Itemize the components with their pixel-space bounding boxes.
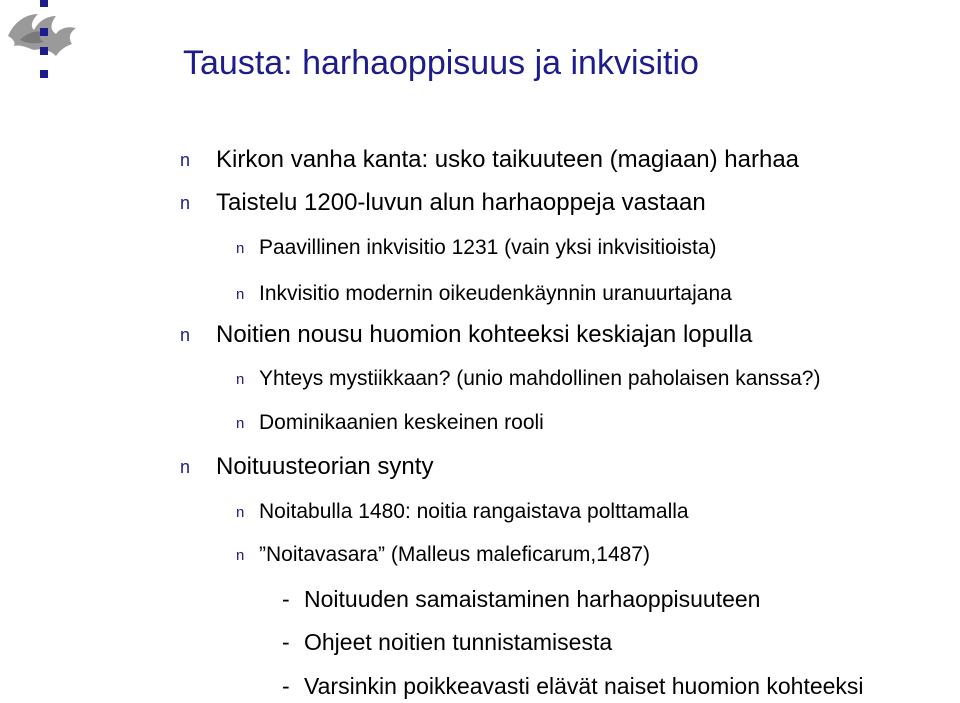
bullet-marker: n [180,457,191,477]
bullet-text: Taistelu 1200-luvun alun harhaoppeja vastaan [216,189,706,216]
bullet-marker: n [180,325,191,345]
bullet-text: Noitien nousu huomion kohteeksi keskiajan lopulla [216,321,753,348]
university-logo-icon [0,0,90,80]
bullet-text: ”Noitavasara” (Malleus maleficarum,1487) [259,543,650,566]
bullet-text: Paavillinen inkvisitio 1231 (vain yksi inkvisitioista) [259,236,717,259]
bullet-text: Kirkon vanha kanta: usko taikuuteen (magiaan) harhaa [216,146,800,173]
bullet-marker: n [236,547,245,564]
bullet-text: Yhteys mystiikkaan? (unio mahdollinen paholaisen kanssa?) [259,367,821,390]
bullet-text: Noituuden samaistaminen harhaoppisuuteen [304,586,761,612]
dash-marker: - [282,629,290,655]
bullet-marker: n [236,240,245,257]
slide-title: Tausta: harhaoppisuus ja inkvisitio [183,44,699,82]
dash-marker: - [282,673,290,699]
bullet-marker: n [180,150,191,170]
bullet-text: Dominikaanien keskeinen rooli [259,411,544,434]
bullet-text: Inkvisitio modernin oikeudenkäynnin uranuurtajana [259,282,732,305]
bullet-marker: n [180,193,191,213]
bullet-marker: n [236,504,245,521]
bullet-marker: n [236,371,245,388]
bullet-text: Ohjeet noitien tunnistamisesta [304,629,613,655]
bullet-marker: n [236,286,245,303]
bullet-text: Noitabulla 1480: noitia rangaistava polttamalla [259,500,689,523]
bullet-marker: n [236,415,245,432]
bullet-text: Varsinkin poikkeavasti elävät naiset huomion kohteeksi [304,673,864,699]
dash-marker: - [282,586,290,612]
bullet-text: Noituusteorian synty [216,453,434,480]
